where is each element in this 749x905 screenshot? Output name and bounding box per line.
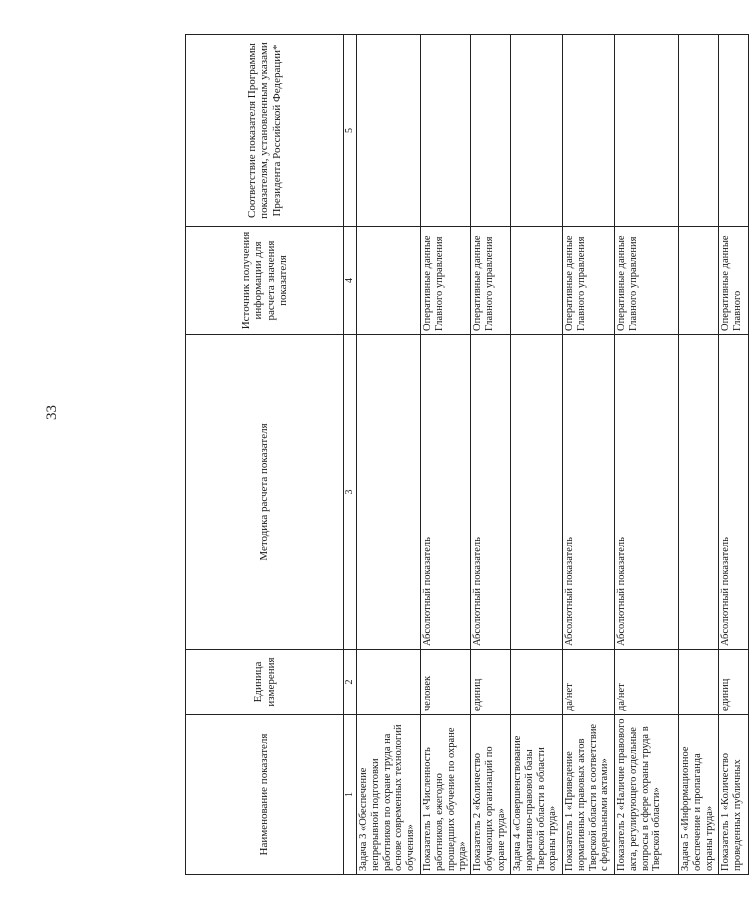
unit-cell: человек <box>421 650 471 715</box>
column-number: 1 <box>344 715 357 875</box>
source-cell: Оперативные данные Главного управления <box>471 227 511 335</box>
method-cell: Абсолютный показатель <box>421 335 471 650</box>
header-source: Источник получения информации для расчета значения показателя <box>186 227 344 335</box>
indicator-name-cell: Показатель 1 «Численность работников, ежегодно прошедших обучение по охране труда» <box>421 715 471 875</box>
conformity-cell <box>421 35 471 227</box>
page-number: 33 <box>44 405 60 420</box>
table-row <box>511 35 563 875</box>
unit-cell: единиц <box>719 650 749 715</box>
source-cell <box>679 227 719 335</box>
header-row <box>186 35 344 875</box>
indicator-name-cell: Показатель 1 «Количество проведенных публичных <box>719 715 749 875</box>
conformity-cell <box>563 35 615 227</box>
conformity-cell <box>679 35 719 227</box>
source-cell <box>357 227 421 335</box>
unit-cell <box>357 650 421 715</box>
column-number: 3 <box>344 335 357 650</box>
source-cell: Оперативные данные Главного управления <box>421 227 471 335</box>
conformity-cell <box>471 35 511 227</box>
header-conformity: Соответствие показателя Программы показателям, установленным указами Президента Российской Федерации* <box>186 35 344 227</box>
indicator-name-cell: Задача 3 «Обеспечение непрерывной подготовки работников по охране труда на основе современных технологий обучения» <box>357 715 421 875</box>
conformity-cell <box>357 35 421 227</box>
method-cell <box>679 335 719 650</box>
column-number-row <box>344 35 357 875</box>
column-number: 5 <box>344 35 357 227</box>
source-cell: Оперативные данные Главного управления <box>615 227 679 335</box>
unit-cell <box>511 650 563 715</box>
source-cell: Оперативные данные Главного <box>719 227 749 335</box>
source-cell: Оперативные данные Главного управления <box>563 227 615 335</box>
indicators-table <box>185 34 749 875</box>
table-row <box>421 35 471 875</box>
column-number: 4 <box>344 227 357 335</box>
indicator-name-cell: Показатель 2 «Количество обучающих организаций по охране труда» <box>471 715 511 875</box>
header-unit: Единица измерения <box>186 650 344 715</box>
indicator-name-cell: Показатель 2 «Наличие правового акта, регулирующего отдельные вопросы в сфере охраны труда в Тверской области» <box>615 715 679 875</box>
table-row <box>471 35 511 875</box>
method-cell <box>357 335 421 650</box>
unit-cell: единиц <box>471 650 511 715</box>
conformity-cell <box>719 35 749 227</box>
header-indicator-name: Наименование показателя <box>186 715 344 875</box>
unit-cell: да/нет <box>563 650 615 715</box>
table-row <box>357 35 421 875</box>
indicator-name-cell: Показатель 1 «Приведение нормативных правовых актов Тверской области в соответствие с федеральными актами» <box>563 715 615 875</box>
table-row <box>679 35 719 875</box>
table-row <box>719 35 749 875</box>
rotated-table-wrapper <box>185 35 743 875</box>
indicator-name-cell: Задача 5 «Информационное обеспечение и пропаганда охраны труда» <box>679 715 719 875</box>
source-cell <box>511 227 563 335</box>
conformity-cell <box>615 35 679 227</box>
method-cell: Абсолютный показатель <box>563 335 615 650</box>
column-number: 2 <box>344 650 357 715</box>
method-cell: Абсолютный показатель <box>615 335 679 650</box>
unit-cell <box>679 650 719 715</box>
unit-cell: да/нет <box>615 650 679 715</box>
conformity-cell <box>511 35 563 227</box>
header-method: Методика расчета показателя <box>186 335 344 650</box>
method-cell <box>511 335 563 650</box>
table-row <box>615 35 679 875</box>
method-cell: Абсолютный показатель <box>719 335 749 650</box>
table-row <box>563 35 615 875</box>
indicator-name-cell: Задача 4 «Совершенствование нормативно-правовой базы Тверской области в области охраны труда» <box>511 715 563 875</box>
method-cell: Абсолютный показатель <box>471 335 511 650</box>
